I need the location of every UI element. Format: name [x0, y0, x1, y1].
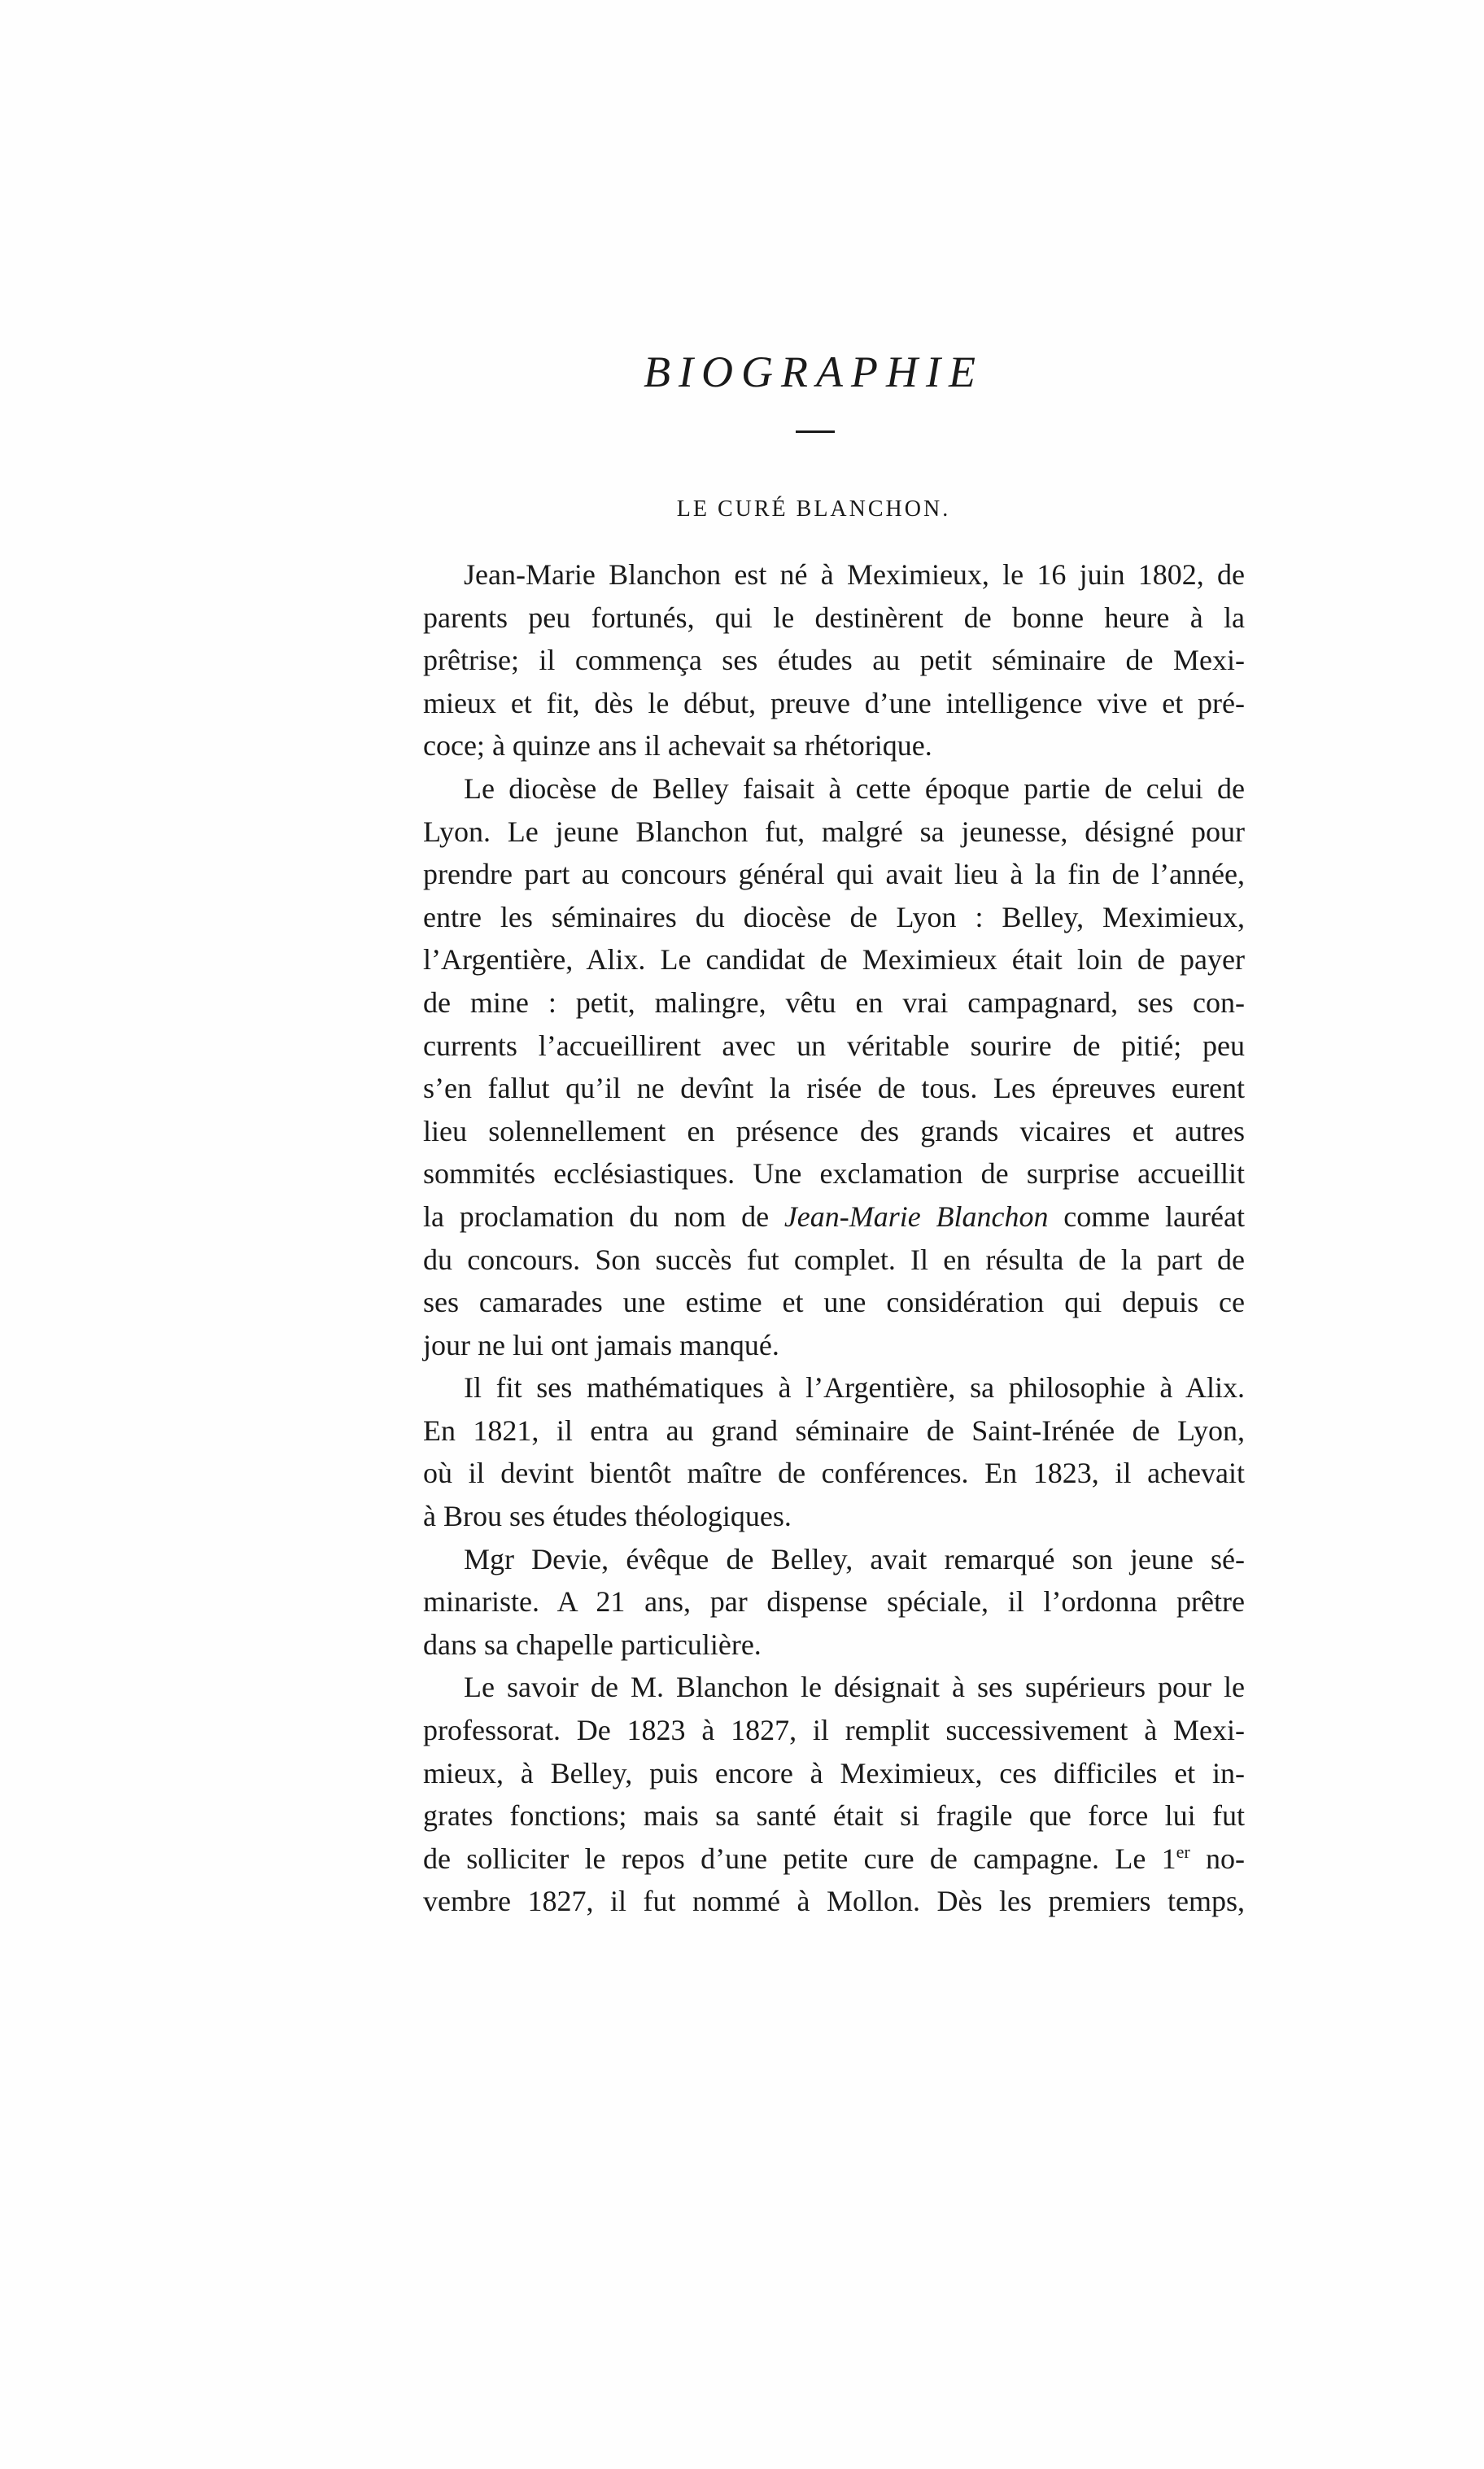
text-line: sommités ecclésiastiques. Une exclamation de surprise accueillit — [423, 1157, 1245, 1191]
text-line: entre les séminaires du diocèse de Lyon : Belley, Meximieux, — [423, 900, 1245, 933]
text-line: jour ne lui ont jamais manqué. — [423, 1328, 779, 1361]
text-line: mieux et fit, dès le début, preuve d’une intelligence vive et pré- — [423, 686, 1245, 719]
text-line: coce; à quinze ans il achevait sa rhétorique. — [423, 729, 932, 763]
text-line: où il devint bientôt maître de conférences. En 1823, il achevait — [423, 1457, 1245, 1490]
paragraph-2 — [382, 767, 1245, 1366]
text-line: Mgr Devie, évêque de Belley, avait remarqué son jeune sé- — [464, 1542, 1245, 1575]
body-text — [382, 553, 1245, 1923]
text-line: du concours. Son succès fut complet. Il en résulta de la part de — [423, 1243, 1245, 1276]
text-line: prêtrise; il commença ses études au petit séminaire de Mexi- — [423, 644, 1245, 677]
text-line: s’en fallut qu’il ne devînt la risée de tous. Les épreuves eurent — [423, 1072, 1245, 1105]
text-line-with-superscript: de solliciter le repos d’une petite cure de campagne. Le 1er no- — [423, 1841, 1245, 1875]
title-divider — [796, 430, 835, 433]
text-line: parents peu fortunés, qui le destinèrent de bonne heure à la — [423, 601, 1245, 634]
text-line: minariste. A 21 ans, par dispense spéciale, il l’ordonna prêtre — [423, 1585, 1245, 1619]
text-line: Il fit ses mathématiques à l’Argentière, sa philosophie à Alix. — [464, 1371, 1245, 1405]
paragraph-4 — [382, 1538, 1245, 1667]
text-line: prendre part au concours général qui avait lieu à la fin de l’année, — [423, 858, 1245, 891]
paragraph-5 — [382, 1666, 1245, 1923]
text-line: grates fonctions; mais sa santé était si fragile que force lui fut — [423, 1799, 1245, 1833]
text-line: En 1821, il entra au grand séminaire de Saint-Irénée de Lyon, — [423, 1414, 1245, 1447]
text-line: professorat. De 1823 à 1827, il remplit successivement à Mexi- — [423, 1714, 1245, 1747]
superscript-er: er — [1176, 1841, 1190, 1862]
paragraph-3 — [382, 1366, 1245, 1537]
paragraph-1 — [382, 553, 1245, 767]
text-line: à Brou ses études théologiques. — [423, 1500, 792, 1533]
text-line: Le diocèse de Belley faisait à cette époque partie de celui de — [464, 771, 1245, 805]
text-line: lieu solennellement en présence des grands vicaires et autres — [423, 1114, 1245, 1147]
page-title: BIOGRAPHIE — [644, 347, 984, 396]
text-line: mieux, à Belley, puis encore à Meximieux, ces difficiles et in- — [423, 1756, 1245, 1789]
text-line: Lyon. Le jeune Blanchon fut, malgré sa jeunesse, désigné pour — [423, 815, 1245, 848]
text-line-with-italic: la proclamation du nom de Jean-Marie Blanchon comme lauréat — [423, 1200, 1245, 1233]
section-subtitle: LE CURÉ BLANCHON. — [676, 496, 951, 522]
italic-name: Jean-Marie Blanchon — [783, 1200, 1049, 1233]
text-line: vembre 1827, il fut nommé à Mollon. Dès les premiers temps, — [423, 1885, 1245, 1918]
text-line: Le savoir de M. Blanchon le désignait à ses supérieurs pour le — [464, 1671, 1245, 1704]
text-line: currents l’accueillirent avec un véritable sourire de pitié; peu — [423, 1029, 1245, 1062]
text-line: l’Argentière, Alix. Le candidat de Meximieux était loin de payer — [423, 943, 1245, 977]
text-line: Jean-Marie Blanchon est né à Meximieux, le 16 juin 1802, de — [464, 558, 1245, 591]
text-line: ses camarades une estime et une considération qui depuis ce — [423, 1286, 1245, 1319]
text-line: de mine : petit, malingre, vêtu en vrai campagnard, ses con- — [423, 985, 1245, 1019]
text-line: dans sa chapelle particulière. — [423, 1628, 762, 1661]
